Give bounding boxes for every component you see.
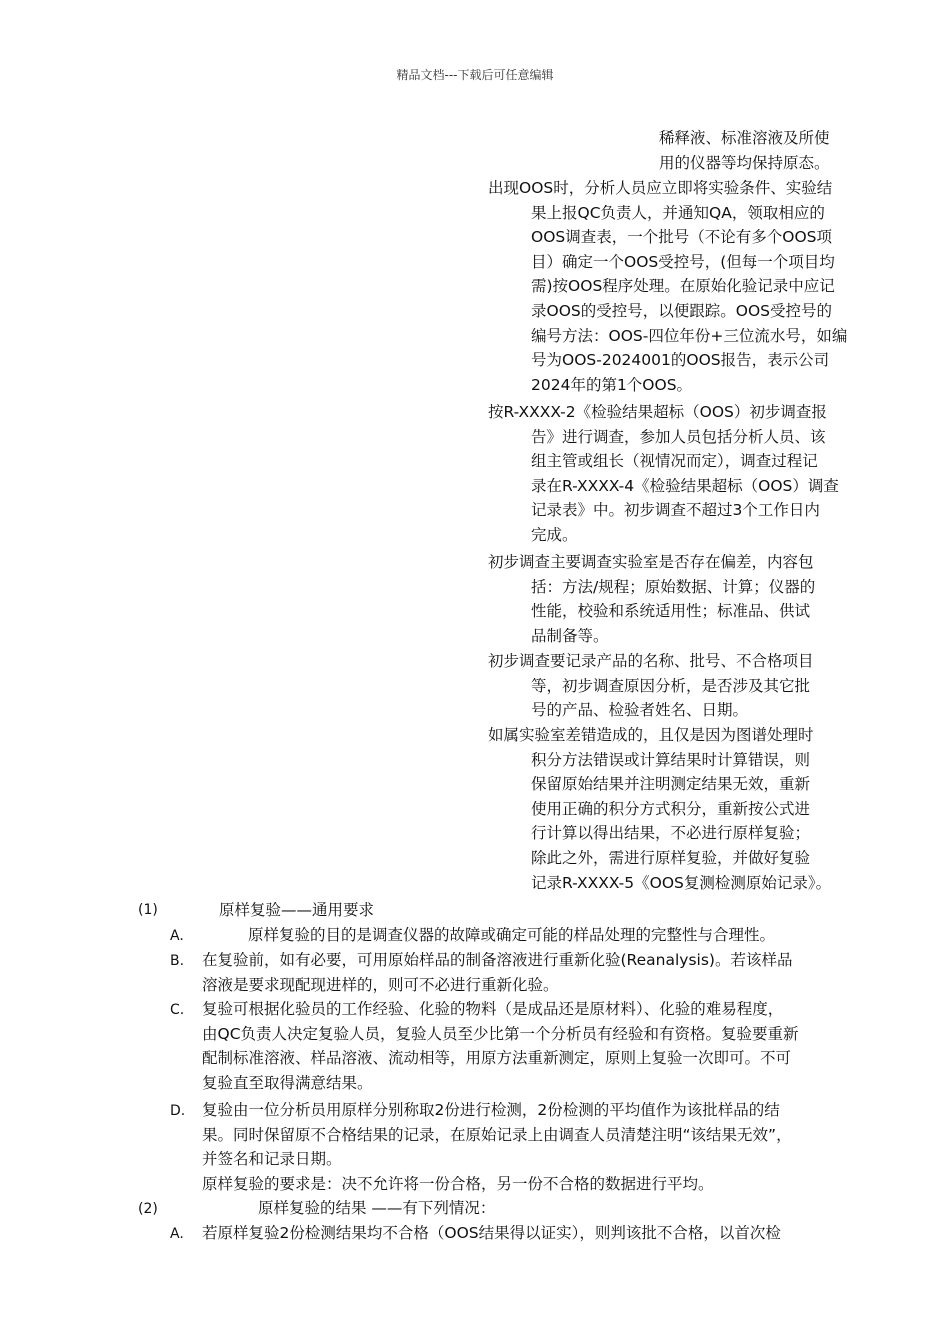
text-line: 保留原始结果并注明测定结果无效，重新 [531,775,811,794]
text-line: OOS调查表，一个批号（不论有多个OOS项 [531,228,832,247]
text-line: 如属实验室差错造成的，且仅是因为图谱处理时 [488,726,814,744]
text-line: 2024年的第1个OOS。 [531,375,693,394]
text-line: 性能，校验和系统适用性；标准品、供试 [531,602,811,621]
text-line: 使用正确的积分方式积分，重新按公式进 [531,799,811,818]
item-label: B. [170,953,185,969]
item-label: A. [170,1226,184,1242]
item-label: C. [170,1002,185,1018]
section-title: 原样复验——通用要求 [219,901,375,919]
text-line: 需)按OOS程序处理。在原始化验记录中应记 [531,277,835,296]
text-line: 号的产品、检验者姓名、日期。 [531,701,749,720]
text-line: 目）确定一个OOS受控号，(但每一个项目均 [531,252,835,271]
text-line: 告》进行调查，参加人员包括分析人员、该 [531,427,826,446]
text-line: 初步调查主要调查实验室是否存在偏差，内容包 [488,553,814,571]
text-line: 初步调查要记录产品的名称、批号、不合格项目 [488,652,814,670]
text-line: 录OOS的受控号，以便跟踪。OOS受控号的 [531,301,832,320]
section-number: (1) [138,902,158,918]
text-line: 稀释液、标准溶液及所使 [659,129,830,147]
text-line: 果。同时保留原不合格结果的记录，在原始记录上由调查人员清楚注明“该结果无效”， [202,1125,792,1144]
text-line: 并签名和记录日期。 [202,1150,342,1169]
text-line: 复验由一位分析员用原样分别称取2份进行检测，2份检测的平均值作为该批样品的结 [202,1101,780,1119]
text-line: 记录表》中。初步调查不超过3个工作日内 [531,501,820,520]
text-line: 号为OOS-2024001的OOS报告，表示公司 [531,351,830,370]
text-line: 复验直至取得满意结果。 [202,1073,373,1092]
list-item [202,948,792,997]
text-line: 除此之外，需进行原样复验，并做好复验 [531,848,811,867]
lab-error-paragraph [488,723,831,895]
text-line: 编号方法：OOS-四位年份+三位流水号，如编 [531,326,848,345]
text-line: 完成。 [531,525,578,544]
preliminary-investigation-paragraph [488,400,839,548]
text-line: 记录R-XXXX-5《OOS复测检测原始记录》。 [531,873,832,892]
item-label: A. [170,928,184,944]
text-line: 在复验前，如有必要，可用原始样品的制备溶液进行重新化验(Reanalysis)。若该样品 [202,951,793,969]
list-item [202,1098,792,1196]
investigation-scope-paragraph [488,550,815,648]
text-line: 组主管或组长（视情况而定），调查过程记 [531,452,818,471]
text-line: 溶液是要求现配现进样的，则可不必进行重新化验。 [202,975,559,994]
text-line: 复验可根据化验员的工作经验、化验的物料（是成品还是原材料）、化验的难易程度， [202,1000,784,1018]
item-label: D. [170,1103,186,1119]
text-line: 原样复验的要求是：决不允许将一份合格，另一份不合格的数据进行平均。 [202,1174,714,1193]
text-line: 原样复验的目的是调查仪器的故障或确定可能的样品处理的完整性与合理性。 [248,926,776,944]
list-item [248,923,775,948]
text-line: 等，初步调查原因分析，是否涉及其它批 [531,676,811,695]
section-title: 原样复验的结果 ——有下列情况： [258,1199,496,1217]
list-item [202,997,799,1095]
page-header: 精品文档---下载后可任意编辑 [396,68,554,82]
text-line: 品制备等。 [531,626,609,645]
text-line: 由QC负责人决定复验人员，复验人员至少比第一个分析员有经验和有资格。复验要重新 [202,1024,799,1043]
text-line: 积分方法错误或计算结果时计算错误，则 [531,750,811,769]
text-line: 出现OOS时，分析人员应立即将实验条件、实验结 [488,179,833,197]
oos-report-paragraph [488,176,847,397]
list-item [202,1221,781,1246]
section-number: (2) [138,1201,158,1217]
intro-paragraph [659,126,830,175]
text-line: 括：方法/规程；原始数据、计算；仪器的 [531,577,816,596]
text-line: 若原样复验2份检测结果均不合格（OOS结果得以证实），则判该批不合格，以首次检 [202,1224,781,1242]
text-line: 果上报QC负责人，并通知QA，领取相应的 [531,203,825,222]
text-line: 配制标准溶液、样品溶液、流动相等，用原方法重新测定，原则上复验一次即可。不可 [202,1049,792,1068]
investigation-record-paragraph [488,649,814,723]
text-line: 行计算以得出结果，不必进行原样复验； [531,824,811,843]
text-line: 用的仪器等均保持原态。 [659,153,830,172]
text-line: 按R-XXXX-2《检验结果超标（OOS）初步调查报 [488,403,827,421]
text-line: 录在R-XXXX-4《检验结果超标（OOS）调查 [531,476,839,495]
